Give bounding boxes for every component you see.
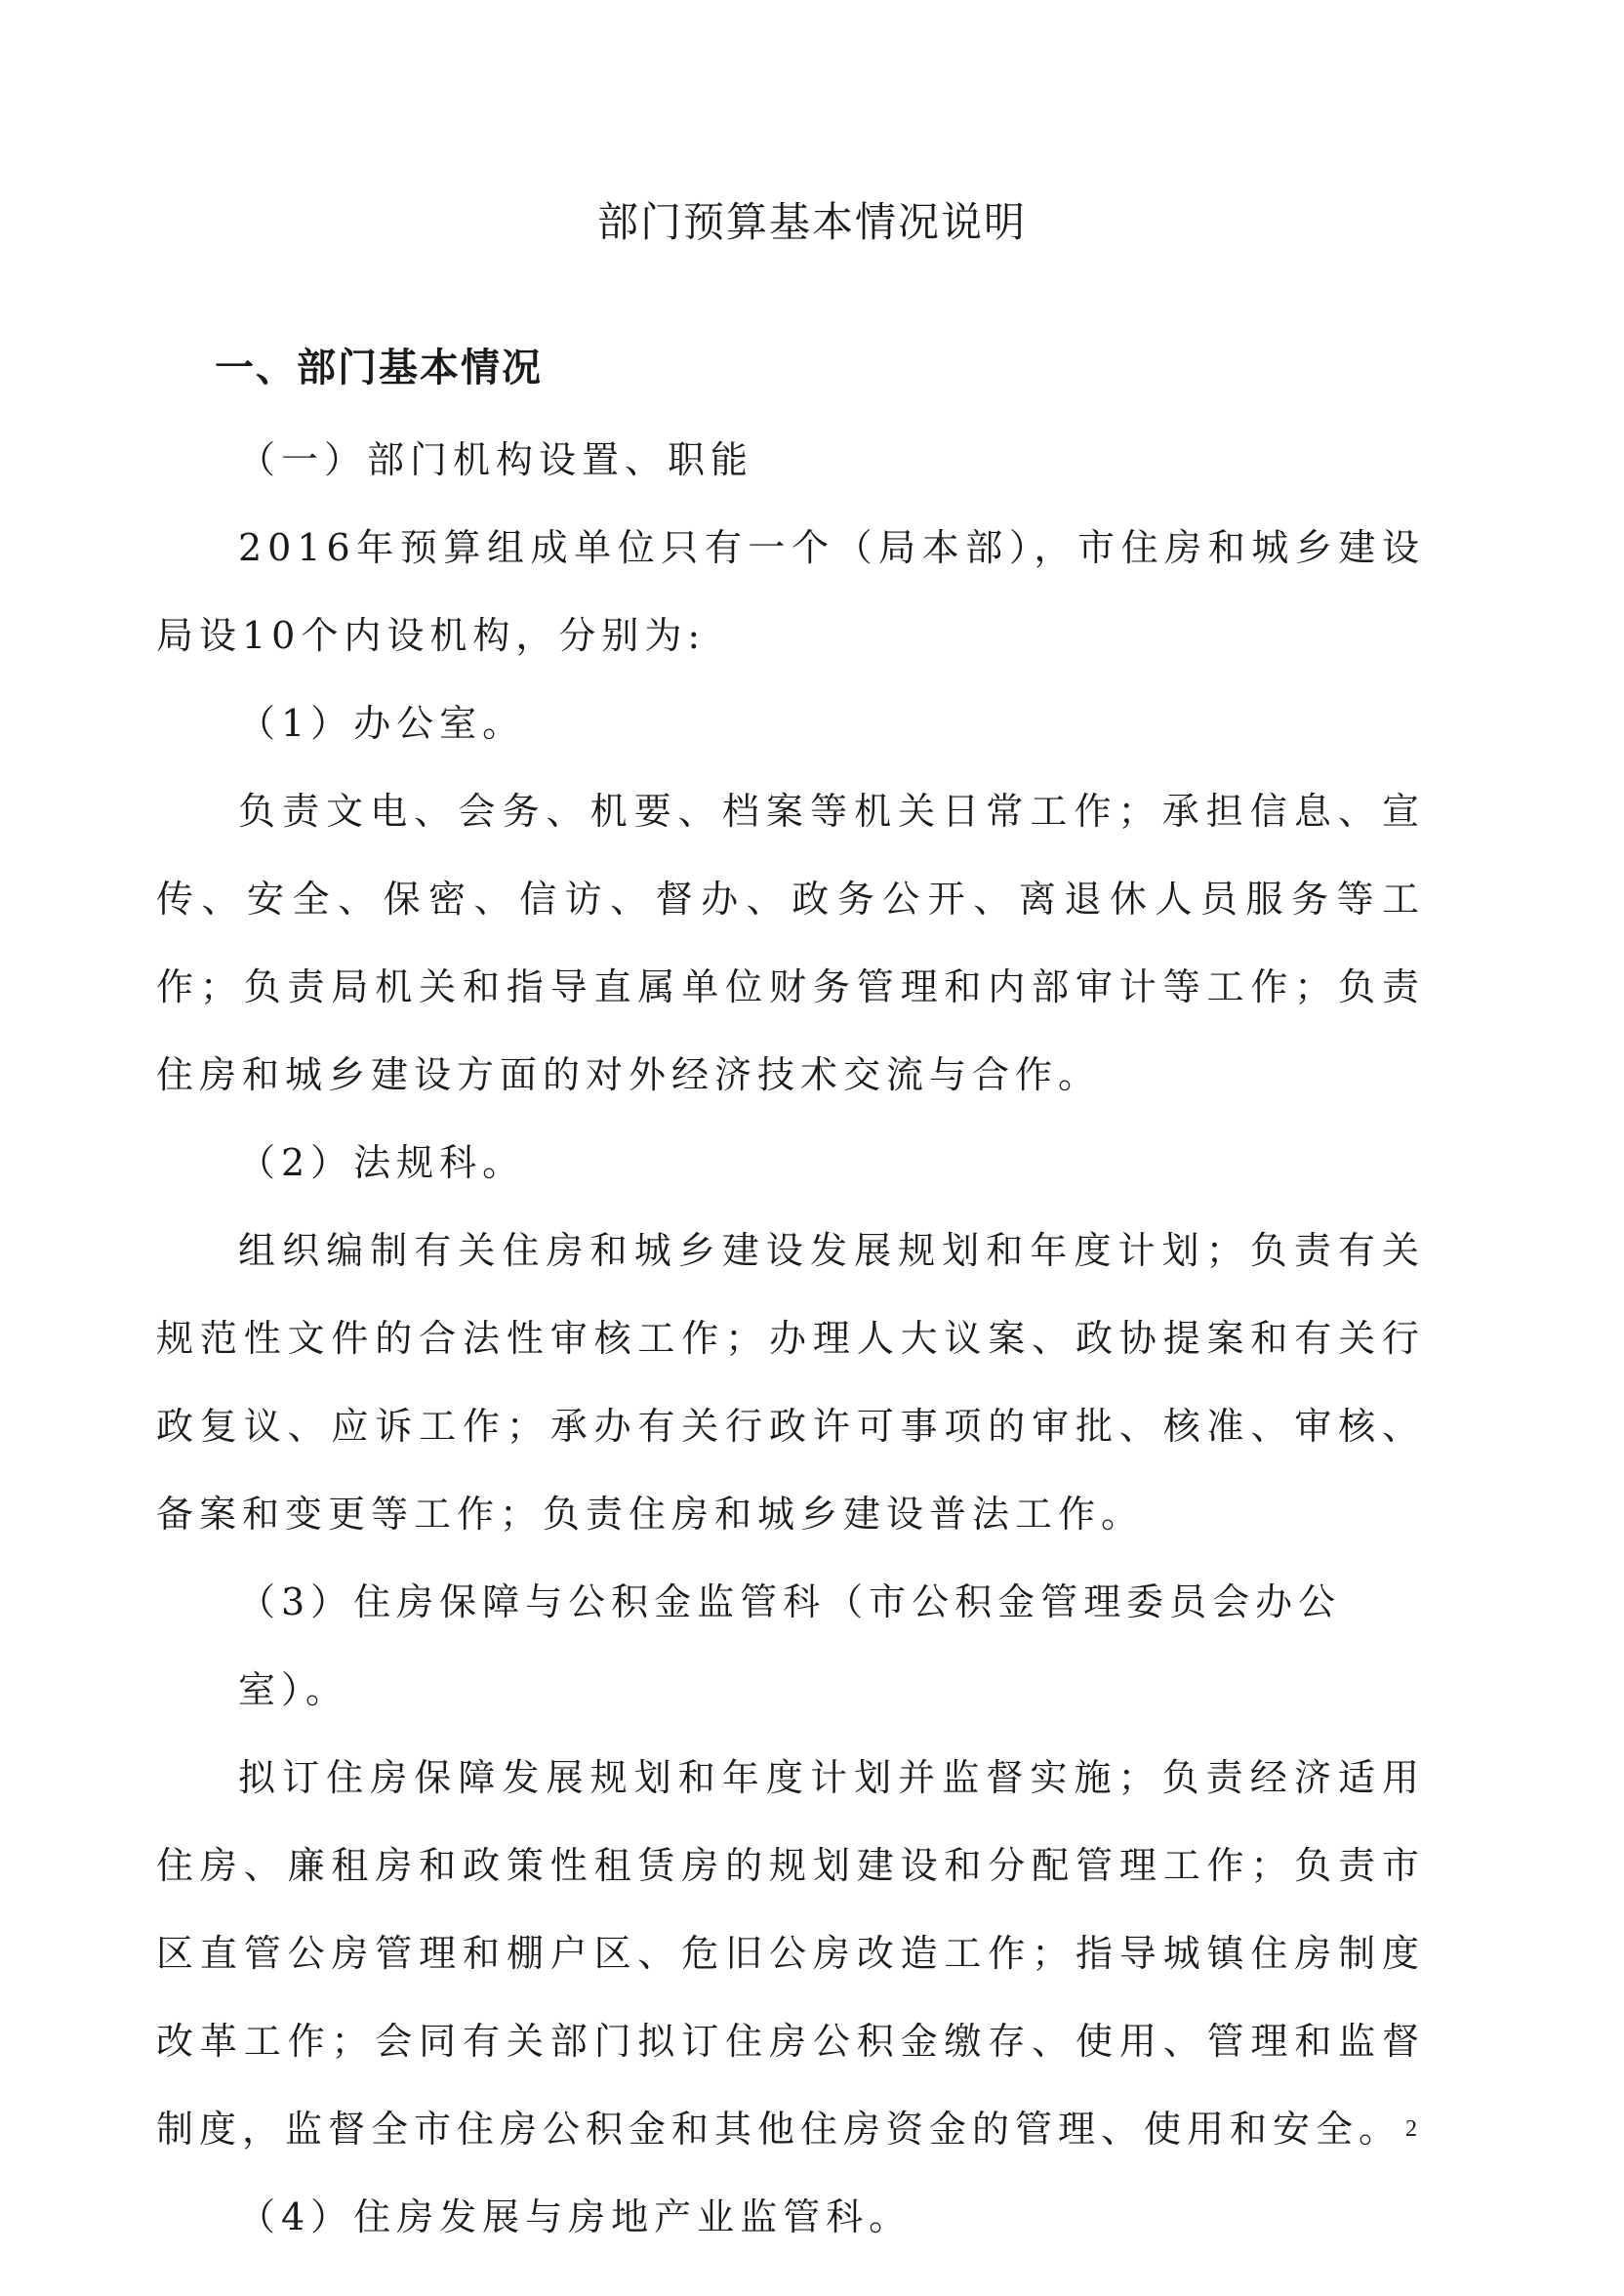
item-paragraph: 负责文电、会务、机要、档案等机关日常工作；承担信息、宣传、安全、保密、信访、督办、政务公开、离退休人员服务等工作；负责局机关和指导直属单位财务管理和内部审计等工作；负责住房和城乡建设方面的对外经济技术交流与合作。 (156, 790, 1425, 1096)
item-paragraph: 拟订住房保障发展规划和年度计划并监督实施；负责经济适用住房、廉租房和政策性租赁房的规划建设和分配管理工作；负责市区直管公房管理和棚户区、危旧公房改造工作；指导城镇住房制度改革工作；会同有关部门拟订住房公积金缴存、使用、管理和监督制度，监督全市住房公积金和其他住房资金的管理、使用和安全。 (156, 1756, 1425, 2151)
item-heading: （1）办公室。 (238, 702, 526, 745)
item-paragraph: 组织编制有关住房和城乡建设发展规划和年度计划；负责有关规范性文件的合法性审核工作；办理人大议案、政协提案和有关行政复议、应诉工作；承办有关行政许可事项的审批、核准、审核、备案和变更等工作；负责住房和城乡建设普法工作。 (156, 1229, 1425, 1536)
item-heading: （4）住房发展与房地产业监管科。 (238, 2195, 913, 2238)
page-number: 2 (1405, 2116, 1417, 2142)
item-heading: （3）住房保障与公积金监管科（市公积金管理委员会办公室）。 (238, 1580, 1342, 1711)
document-body (156, 416, 1425, 2261)
document-title: 部门预算基本情况说明 (596, 198, 1027, 246)
subsection-heading: （一）部门机构设置、职能 (238, 438, 754, 481)
intro-paragraph: 2016年预算组成单位只有一个（局本部），市住房和城乡建设局设10个内设机构，分别为: (156, 526, 1425, 657)
section-heading: 一、部门基本情况 (215, 346, 543, 390)
item-heading: （2）法规科。 (238, 1141, 526, 1184)
